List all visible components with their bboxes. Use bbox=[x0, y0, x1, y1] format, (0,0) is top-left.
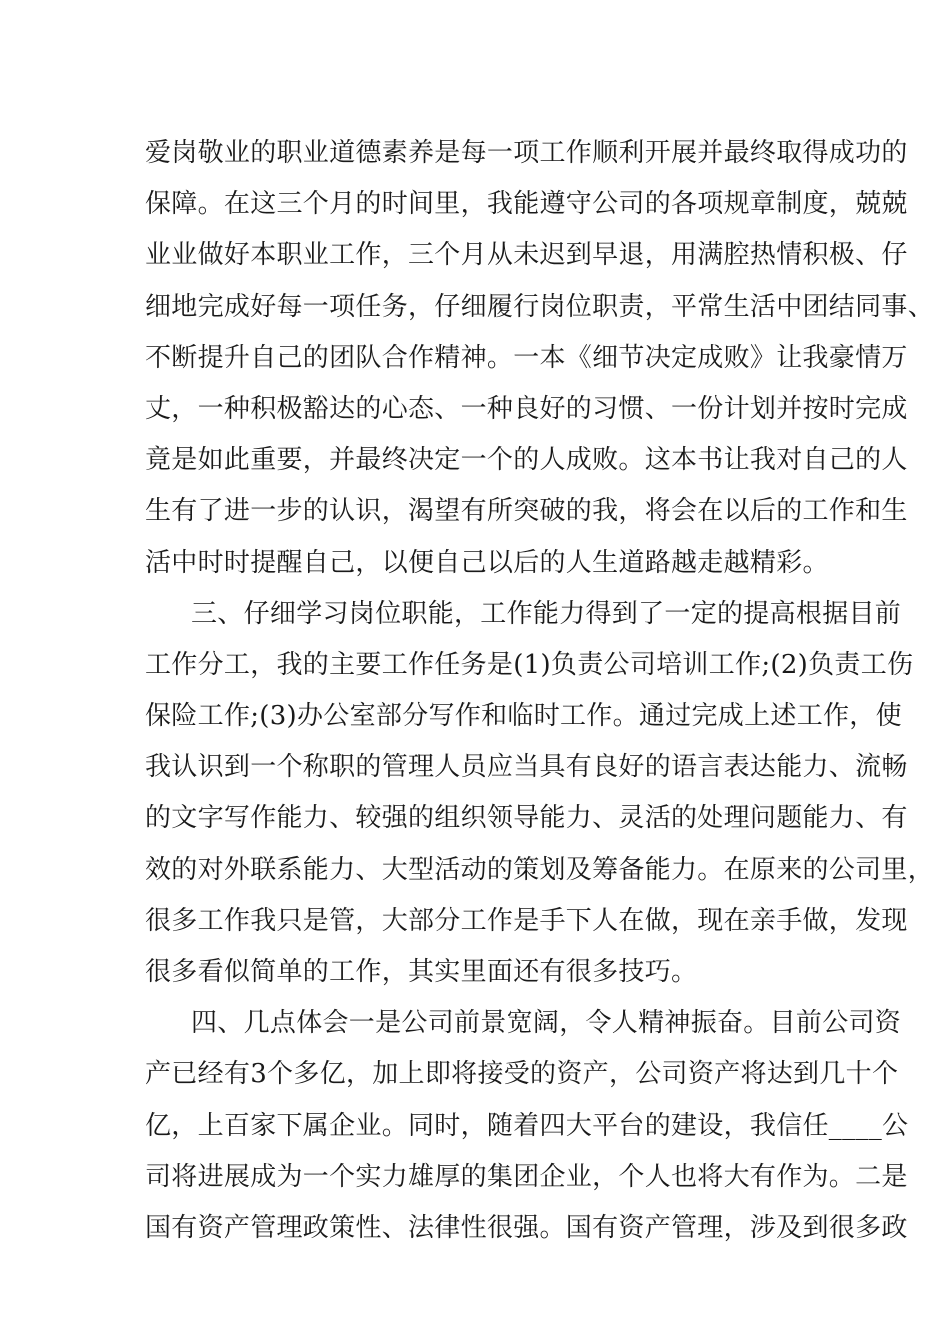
text-line: 活中时时提醒自己，以便自己以后的人生道路越走越精彩。 bbox=[145, 547, 829, 578]
text-line: 司将进展成为一个实力雄厚的集团企业，个人也将大有作为。二是 bbox=[145, 1161, 908, 1192]
text-line: 四、几点体会一是公司前景宽阔，令人精神振奋。目前公司资 bbox=[191, 1008, 902, 1039]
paragraph-section-three bbox=[145, 589, 935, 999]
paragraph-section-four bbox=[145, 998, 909, 1254]
body-text bbox=[145, 128, 935, 1254]
text-line: 亿，上百家下属企业。同时，随着四大平台的建设，我信任____公 bbox=[145, 1110, 909, 1141]
text-line: 保险工作;(3)办公室部分写作和临时工作。通过完成上述工作，使 bbox=[145, 701, 902, 732]
text-line: 效的对外联系能力、大型活动的策划及筹备能力。在原来的公司里， bbox=[145, 854, 935, 885]
text-line: 很多工作我只是管，大部分工作是手下人在做，现在亲手做，发现 bbox=[145, 905, 908, 936]
text-line: 三、仔细学习岗位职能，工作能力得到了一定的提高根据目前 bbox=[191, 598, 902, 629]
text-line: 我认识到一个称职的管理人员应当具有良好的语言表达能力、流畅 bbox=[145, 752, 908, 783]
text-line: 的文字写作能力、较强的组织领导能力、灵活的处理问题能力、有 bbox=[145, 803, 908, 834]
text-line: 业业做好本职业工作，三个月从未迟到早退，用满腔热情积极、仔 bbox=[145, 240, 908, 271]
text-line: 保障。在这三个月的时间里，我能遵守公司的各项规章制度，兢兢 bbox=[145, 189, 908, 220]
text-line: 爱岗敬业的职业道德素养是每一项工作顺利开展并最终取得成功的 bbox=[145, 138, 908, 168]
text-line: 产已经有3个多亿，加上即将接受的资产，公司资产将达到几十个 bbox=[145, 1059, 899, 1090]
text-line: 国有资产管理政策性、法律性很强。国有资产管理，涉及到很多政 bbox=[145, 1212, 908, 1243]
text-line: 工作分工，我的主要工作任务是(1)负责公司培训工作;(2)负责工伤 bbox=[145, 649, 914, 680]
text-line: 丈，一种积极豁达的心态、一种良好的习惯、一份计划并按时完成 bbox=[145, 393, 908, 424]
text-line: 细地完成好每一项任务，仔细履行岗位职责，平常生活中团结同事、 bbox=[145, 291, 935, 322]
text-line: 不断提升自己的团队合作精神。一本《细节决定成败》让我豪情万 bbox=[145, 342, 908, 373]
paragraph-professional-ethics bbox=[145, 128, 935, 589]
text-line: 很多看似简单的工作，其实里面还有很多技巧。 bbox=[145, 957, 698, 987]
text-line: 竟是如此重要，并最终决定一个的人成败。这本书让我对自己的人 bbox=[145, 445, 908, 476]
text-line: 生有了进一步的认识，渴望有所突破的我，将会在以后的工作和生 bbox=[145, 496, 908, 527]
